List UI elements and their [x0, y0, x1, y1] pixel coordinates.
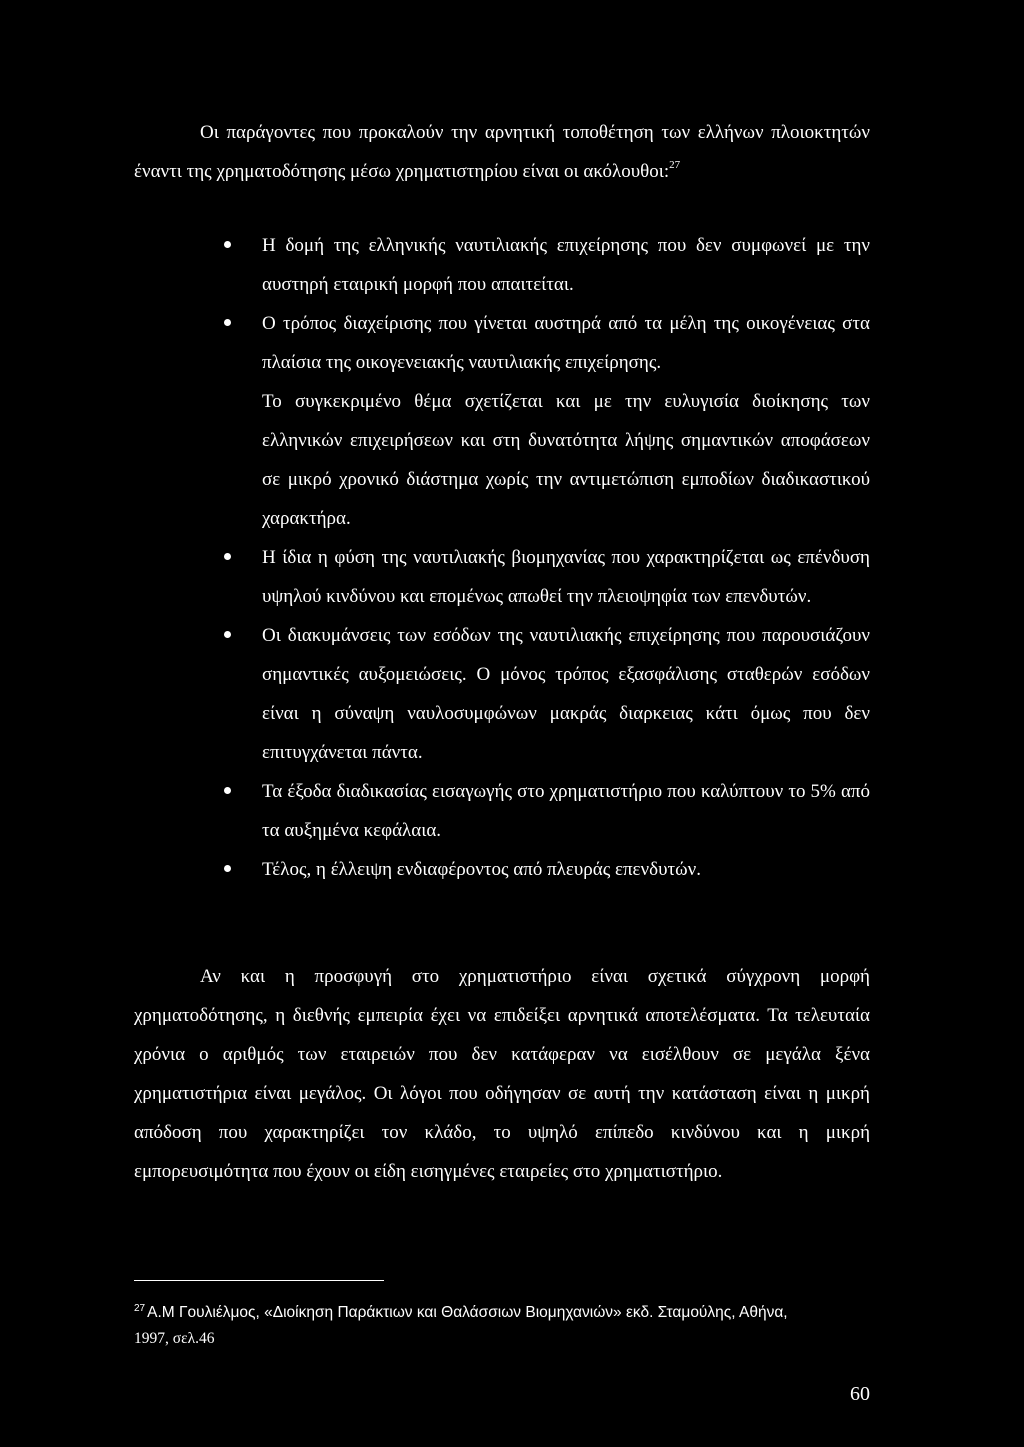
bullet-icon	[224, 241, 231, 248]
list-item-continuation: Το συγκεκριμένο θέμα σχετίζεται και με την ευλυγισία διοίκησης των ελληνικών επιχειρήσεων και στη δυνατότητα λήψης σημαντικών αποφάσεων σε μικρό χρονικό διάστημα χωρίς την αντιμετώπιση εμποδίων διαδικαστικού χαρακτήρα.	[262, 391, 870, 529]
list-item	[230, 538, 870, 616]
bullet-icon	[224, 319, 231, 326]
list-item	[230, 850, 870, 889]
bullet-icon	[224, 865, 231, 872]
intro-text: Οι παράγοντες που προκαλούν την αρνητική τοποθέτηση των ελλήνων πλοιοκτητών έναντι της χρηματοδότησης μέσω χρηματιστηρίου είναι οι ακόλουθοι:	[134, 122, 870, 182]
list-item-text: Η ίδια η φύση της ναυτιλιακής βιομηχανίας που χαρακτηρίζεται ως επένδυση υψηλού κινδύνου και επομένως απωθεί την πλειοψηφία των επενδυτών.	[262, 547, 870, 607]
page-number: 60	[850, 1383, 870, 1405]
footnote	[134, 1300, 870, 1352]
list-item-text: Η δομή της ελληνικής ναυτιλιακής επιχείρησης που δεν συμφωνεί με την αυστηρή εταιρική μορφή που απαιτείται.	[262, 235, 870, 295]
intro-paragraph	[134, 113, 870, 191]
footnote-reference: 27	[669, 159, 681, 171]
footnote-year: 1997, σελ.46	[134, 1330, 215, 1347]
list-item-text: Τα έξοδα διαδικασίας εισαγωγής στο χρηματιστήριο που καλύπτουν το 5% από τα αυξημένα κεφάλαια.	[262, 781, 870, 841]
list-item-text: Τέλος, η έλλειψη ενδιαφέροντος από πλευράς επενδυτών.	[262, 859, 701, 880]
bullet-icon	[224, 553, 231, 560]
list-item	[230, 772, 870, 850]
list-item	[230, 304, 870, 538]
footnote-number: 27	[134, 1303, 146, 1314]
list-item-text: Οι διακυμάνσεις των εσόδων της ναυτιλιακής επιχείρησης που παρουσιάζουν σημαντικές αυξομειώσεις. Ο μόνος τρόπος εξασφάλισης σταθερών εσόδων είναι η σύναψη ναυλοσυμφώνων μακράς διαρκειας κάτι όμως που δεν επιτυγχάνεται πάντα.	[262, 625, 870, 763]
footnote-text: Α.Μ Γουλιέλμος, «Διοίκηση Παράκτιων και Θαλάσσιων Βιομηχανιών» εκδ. Σταμούλης, Αθήνα,	[147, 1304, 788, 1321]
footnote-divider	[134, 1280, 384, 1281]
list-item	[230, 616, 870, 772]
list-item	[230, 226, 870, 304]
bullet-icon	[224, 787, 231, 794]
list-item-text: Ο τρόπος διαχείρισης που γίνεται αυστηρά από τα μέλη της οικογένειας στα πλαίσια της οικογενειακής ναυτιλιακής επιχείρησης.	[262, 313, 870, 373]
factors-list	[230, 226, 870, 889]
bullet-icon	[224, 631, 231, 638]
body-paragraph: Αν και η προσφυγή στο χρηματιστήριο είναι σχετικά σύγχρονη μορφή χρηματοδότησης, η διεθνής εμπειρία έχει να επιδείξει αρνητικά αποτελέσματα. Τα τελευταία χρόνια ο αριθμός των εταιρειών που δεν κατάφεραν να εισέλθουν σε μεγάλα ξένα χρηματιστήρια είναι μεγάλος. Οι λόγοι που οδήγησαν σε αυτή την κατάσταση είναι η μικρή απόδοση που χαρακτηρίζει τον κλάδο, το υψηλό επίπεδο κινδύνου και η μικρή εμπορευσιμότητα που έχουν οι είδη εισηγμένες εταιρείες στο χρηματιστήριο.	[134, 966, 870, 1182]
